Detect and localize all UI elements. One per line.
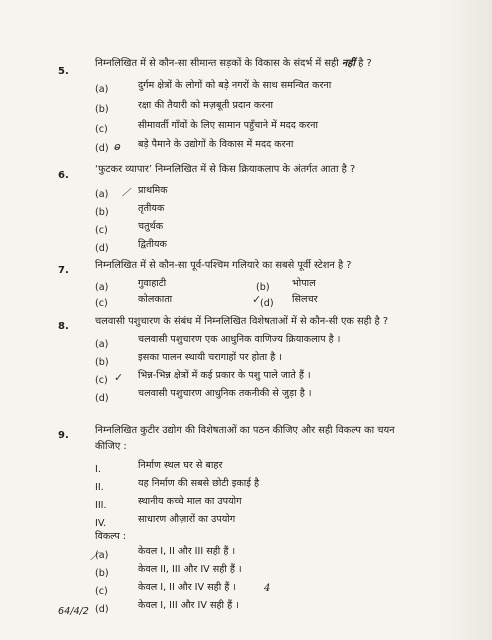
q8-option-b-label: (b) <box>95 357 109 368</box>
question-7-number: 7. <box>58 265 69 276</box>
q7-option-a-label: (a) <box>95 282 109 293</box>
question-9-text-line-2: कीजिए : <box>95 441 127 452</box>
question-5-text <box>95 58 372 70</box>
q5-option-a-label: (a) <box>95 84 109 95</box>
question-6-number: 6. <box>58 170 69 181</box>
q9-option-d-text: केवल I, III और IV सही हैं । <box>138 600 239 611</box>
q8-option-d-label: (d) <box>95 393 109 404</box>
q8-option-b-text: इसका पालन स्थायी चरागाहों पर होता है । <box>138 352 282 363</box>
q6-option-d-text: द्वितीयक <box>138 239 167 250</box>
q5-option-c-label: (c) <box>95 124 108 135</box>
q7-option-c-text: कोलकाता <box>138 294 173 305</box>
q9-feature-i-label: I. <box>95 464 101 475</box>
q5-option-b-text: रक्षा की तैयारी को मज़बूती प्रदान करना <box>138 100 273 111</box>
q5-handwritten-tick-mark: ⱺ <box>114 140 121 153</box>
q9-feature-iv-text: साधारण औज़ारों का उपयोग <box>138 514 236 525</box>
q9-option-c-label: (c) <box>95 586 108 597</box>
q5-option-d-text: बड़े पैमाने के उद्योगों के विकास में मदद करना <box>138 139 294 150</box>
q9-choices-heading: विकल्प : <box>95 531 127 542</box>
q7-option-a-text: गुवाहाटी <box>138 278 167 289</box>
q9-feature-iv-label: IV. <box>95 518 107 529</box>
q6-handwritten-tick-mark: ⟋ <box>122 186 130 199</box>
q8-option-c-text: भिन्न-भिन्न क्षेत्रों में कई प्रकार के पशु पाले जाते हैं । <box>138 370 311 381</box>
question-5-number: 5. <box>58 66 69 77</box>
question-6-text: ‘फुटकर व्यापार’ निम्नलिखित में से किस क्रियाकलाप के अंतर्गत आता है ? <box>95 164 356 175</box>
q9-option-a-label: (a) <box>95 550 109 561</box>
question-8-number: 8. <box>58 321 69 332</box>
page-number: 4 <box>264 583 271 594</box>
q8-handwritten-tick-mark: ✓ <box>114 371 124 384</box>
question-5-emphasis: नहीं <box>341 58 356 69</box>
q5-option-b-label: (b) <box>95 104 109 115</box>
q7-option-d-text: सिलचर <box>292 294 318 305</box>
q8-option-a-text: चलवासी पशुचारण एक आधुनिक वाणिज्य क्रियाकलाप है । <box>138 334 341 345</box>
q9-option-c-text: केवल I, II और IV सही हैं । <box>138 582 237 593</box>
q9-handwritten-tick-mark: ⟋ <box>90 550 98 563</box>
q9-option-b-label: (b) <box>95 568 109 579</box>
q8-option-c-label: (c) <box>95 375 108 386</box>
q7-option-c-label: (c) <box>95 298 108 309</box>
q6-option-c-text: चतुर्थक <box>138 221 164 232</box>
q6-option-b-text: तृतीयक <box>138 203 165 214</box>
q7-option-b-label: (b) <box>256 282 270 293</box>
q9-option-d-label: (d) <box>95 604 109 615</box>
scan-margin-shadow <box>437 0 492 640</box>
q8-option-a-label: (a) <box>95 339 109 350</box>
q9-feature-iii-text: स्थानीय कच्चे माल का उपयोग <box>138 496 242 507</box>
q5-option-a-text: दुर्गम क्षेत्रों के लोगों को बड़े नगरों के साथ समन्वित करना <box>138 80 332 91</box>
q6-option-c-label: (c) <box>95 225 108 236</box>
q7-handwritten-tick-mark: ✓ <box>252 293 262 306</box>
question-8-text: चलवासी पशुचारण के संबंध में निम्नलिखित विशेषताओं में से कौन-सी एक सही है ? <box>95 316 389 327</box>
question-5-stem: निम्नलिखित में से कौन-सा सीमान्त सड़कों के विकास के संदर्भ में सही <box>95 58 339 69</box>
q6-option-a-text: प्राथमिक <box>138 185 168 196</box>
q8-option-d-text: चलवासी पशुचारण आधुनिक तकनीकी से जुड़ा है । <box>138 388 312 399</box>
question-9-text-line-1: निम्नलिखित कुटीर उद्योग की विशेषताओं का पठन कीजिए और सही विकल्प का चयन <box>95 425 395 436</box>
q9-feature-ii-text: यह निर्माण की सबसे छोटी इकाई है <box>138 478 260 489</box>
paper-code: 64/4/2 <box>58 606 89 617</box>
q6-option-a-label: (a) <box>95 189 109 200</box>
question-9-number: 9. <box>58 430 69 441</box>
q9-feature-ii-label: II. <box>95 482 104 493</box>
q9-option-b-text: केवल II, III और IV सही हैं । <box>138 564 242 575</box>
question-5-suffix: है ? <box>358 58 372 69</box>
q9-option-a-text: केवल I, II और III सही हैं । <box>138 546 236 557</box>
q5-option-c-text: सीमावर्ती गाँवों के लिए सामान पहुँचाने में मदद करना <box>138 120 318 131</box>
q5-option-d-label: (d) <box>95 143 109 154</box>
question-7-text: निम्नलिखित में से कौन-सा पूर्व-पश्चिम गलियारे का सबसे पूर्वी स्टेशन है ? <box>95 260 352 271</box>
q6-option-d-label: (d) <box>95 243 109 254</box>
q9-feature-i-text: निर्माण स्थल घर से बाहर <box>138 460 223 471</box>
q7-option-b-text: भोपाल <box>292 278 316 289</box>
q9-feature-iii-label: III. <box>95 500 107 511</box>
q6-option-b-label: (b) <box>95 207 109 218</box>
q7-option-d-label: (d) <box>260 298 274 309</box>
